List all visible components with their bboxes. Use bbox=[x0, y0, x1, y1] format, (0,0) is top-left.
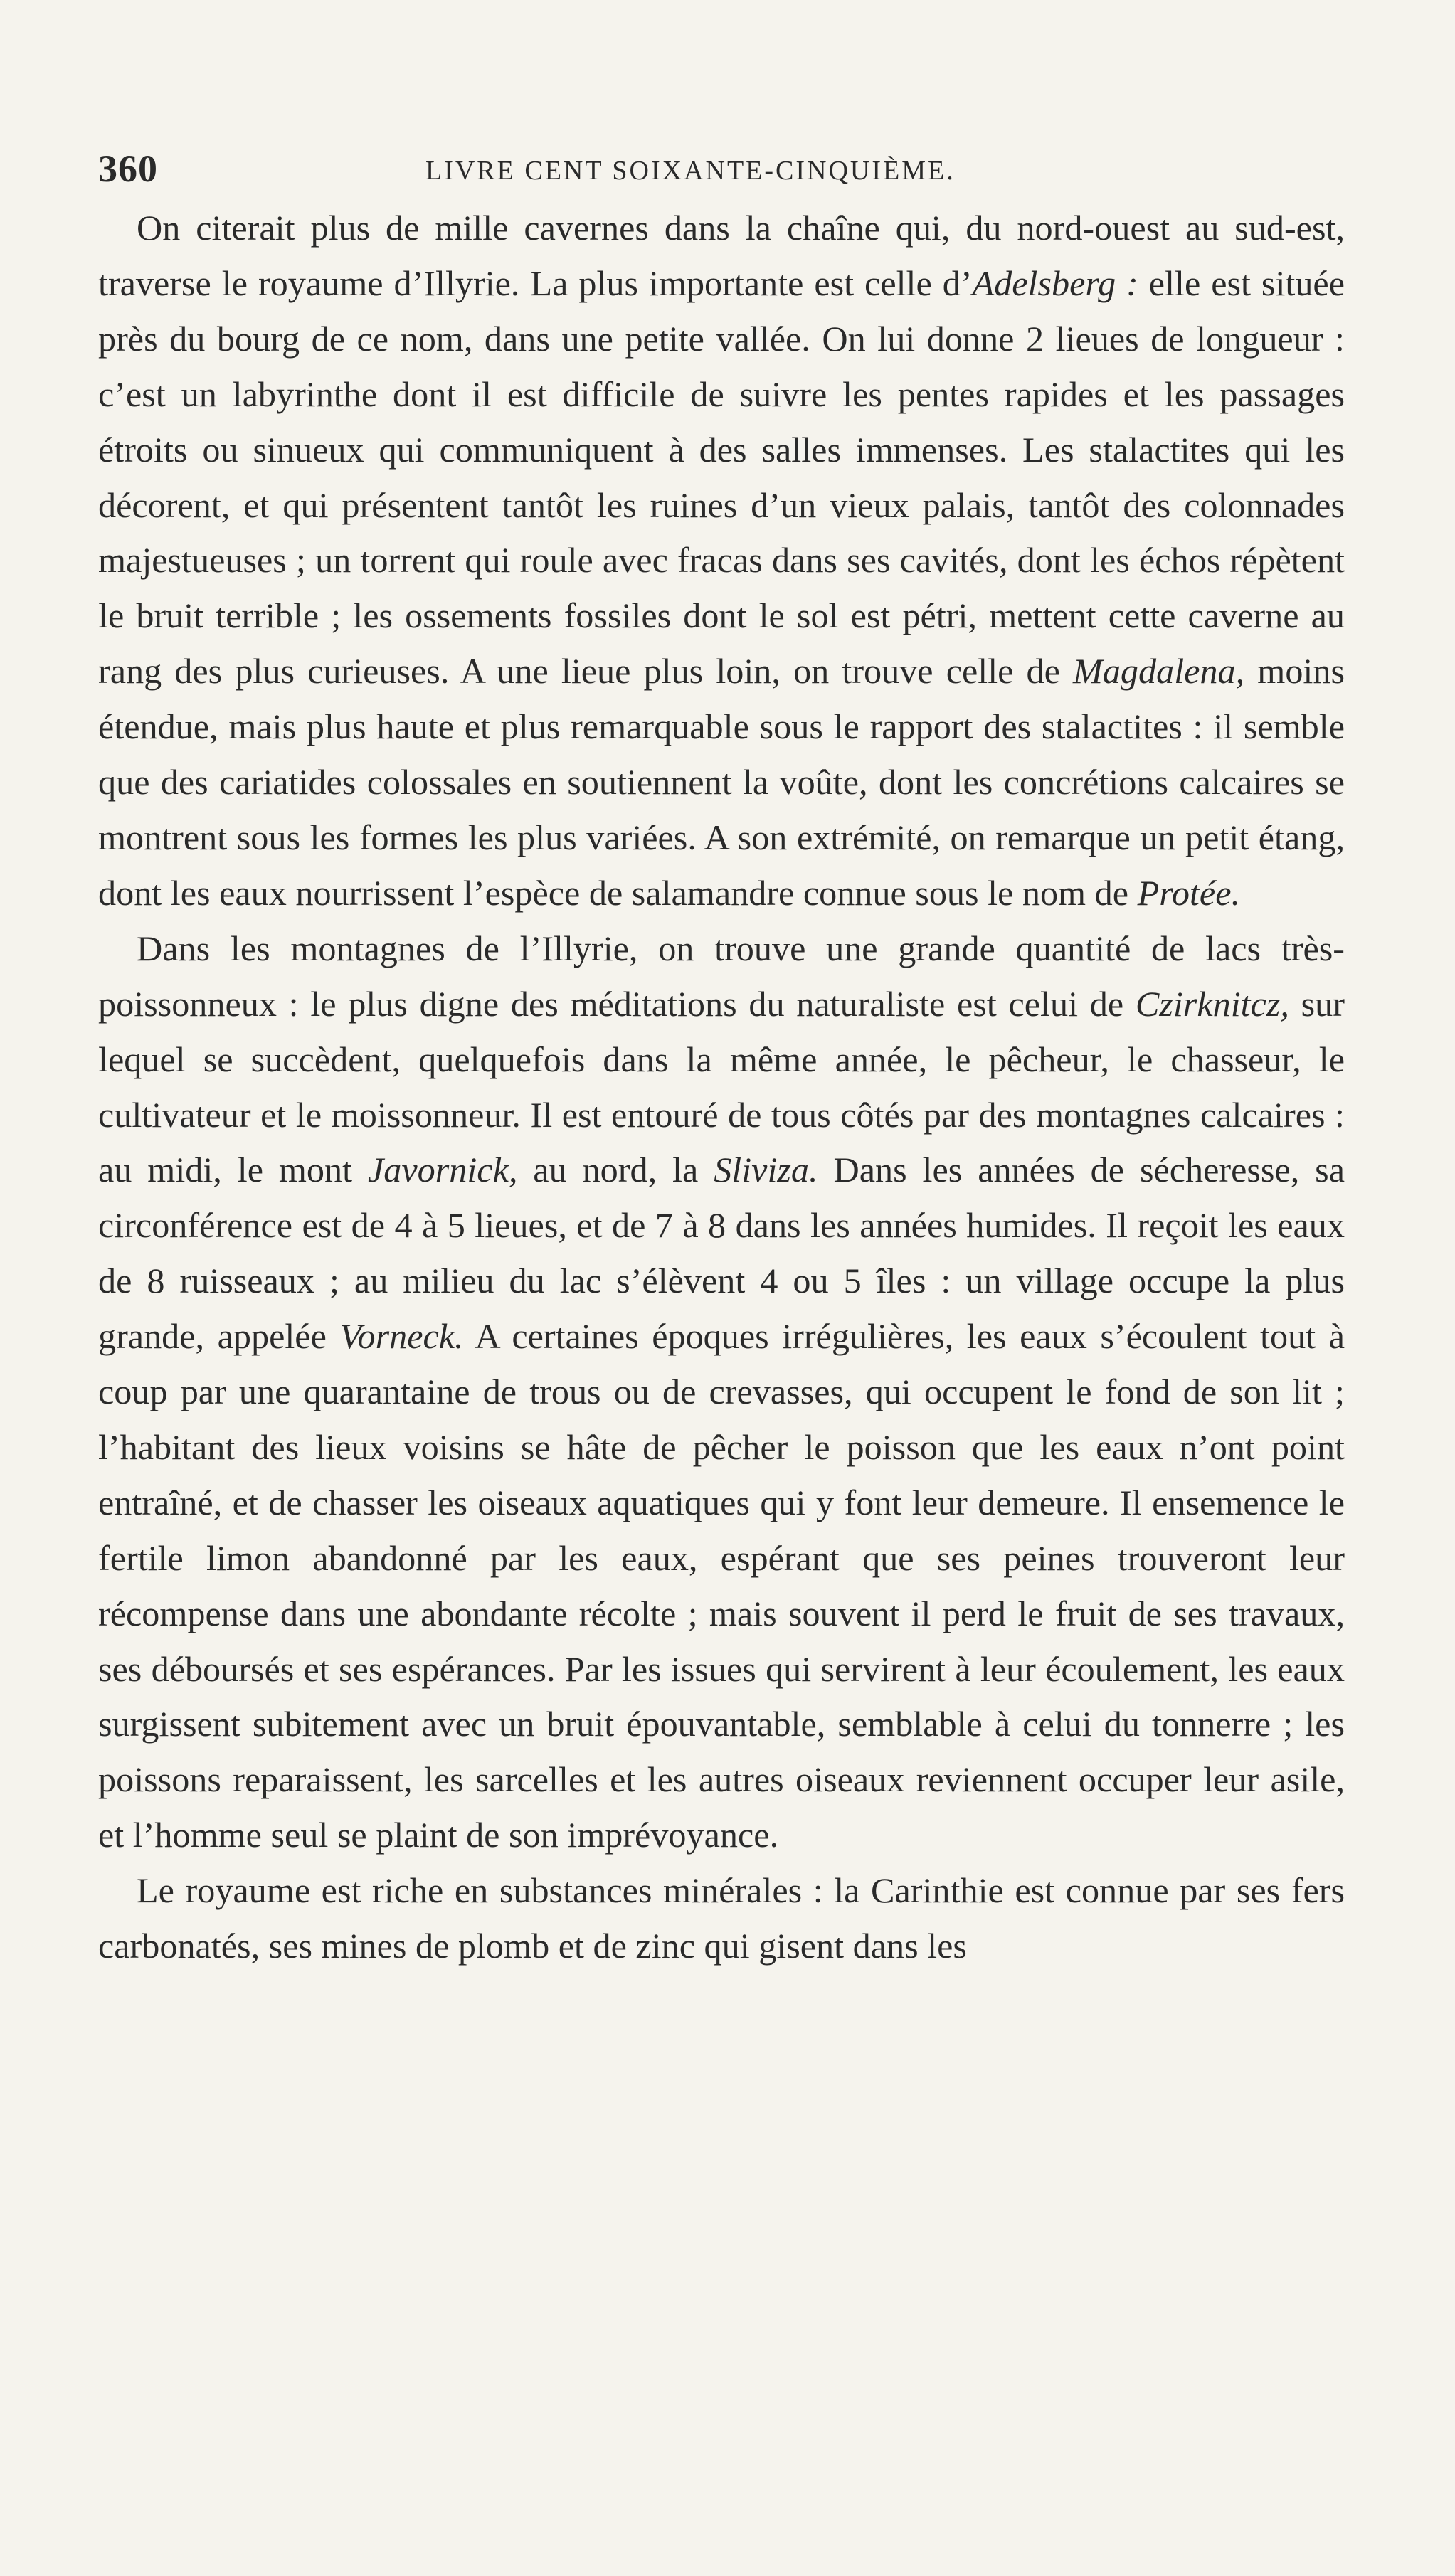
running-head: LIVRE CENT SOIXANTE-CINQUIÈME. bbox=[425, 156, 956, 186]
text-run: Dans les montagnes de l’Illyrie, on trouve une grande quantité de lacs très-poissonneux : le plus digne des méditations du naturaliste est celui de bbox=[98, 928, 1345, 1024]
text-run: Dans les années de sécheresse, sa circonférence est de 4 à 5 lieues, et de 7 à 8 dans les années humides. Il reçoit les eaux de 8 ruisseaux ; au milieu du lac s’élèvent 4 ou 5 îles : un village occupe la plus grande, appelée bbox=[98, 1150, 1345, 1357]
paragraph-czirknitcz bbox=[98, 921, 1345, 1863]
text-run: elle est située près du bourg de ce nom, dans une petite vallée. On lui donne 2 lieues de longueur : c’est un labyrinthe dont il est difficile de suivre les pentes rapides et les passages étroits ou sinueux qui communiquent à des salles immenses. Les stalactites qui les décorent, et qui présentent tantôt les ruines d’un vieux palais, tantôt des colonnades majestueuses ; un torrent qui roule avec fracas dans ses cavités, dont les échos répètent le bruit terrible ; les ossements fossiles dont le sol est pétri, mettent cette caverne au rang des plus curieuses. A une lieue plus loin, on trouve celle de bbox=[98, 263, 1345, 691]
text-run: au nord, la bbox=[517, 1150, 714, 1190]
page-header bbox=[98, 147, 1345, 189]
page-number: 360 bbox=[98, 147, 158, 190]
place-name-czirknitcz: Czirknitcz, bbox=[1135, 983, 1289, 1024]
term-protee: Protée. bbox=[1137, 872, 1241, 913]
text-run: sur lequel se succèdent, quelquefois dans la même année, le pêcheur, le chasseur, le cultivateur et le moissonneur. Il est entouré de tous côtés par des montagnes calcaires : au midi, le mont bbox=[98, 983, 1345, 1190]
paragraph-adelsberg bbox=[98, 201, 1345, 921]
place-name-javornick: Javornick, bbox=[367, 1150, 518, 1190]
place-name-magdalena: Magdalena, bbox=[1073, 651, 1245, 691]
text-run: A certaines époques irrégulières, les eaux s’écoulent tout à coup par une quarantaine de trous ou de crevasses, qui occupent le fond de son lit ; l’habitant des lieux voisins se hâte de pêcher le poisson que les eaux n’ont point entraîné, et de chasser les oiseaux aquatiques qui y font leur demeure. Il ensemence le fertile limon abandonné par les eaux, espérant que ses peines trouveront leur récompense dans une abondante récolte ; mais souvent il perd le fruit de ses travaux, ses déboursés et ses espérances. Par les issues qui servirent à leur écoulement, les eaux surgissent subitement avec un bruit épouvantable, semblable à celui du tonnerre ; les poissons reparaissent, les sarcelles et les autres oiseaux reviennent occuper leur asile, et l’homme seul se plaint de son imprévoyance. bbox=[98, 1316, 1345, 1855]
place-name-adelsberg: Adelsberg : bbox=[972, 263, 1138, 303]
text-run: Le royaume est riche en substances minérales : la Carinthie est connue par ses fers carbonatés, ses mines de plomb et de zinc qui gisent dans les bbox=[98, 1870, 1345, 1966]
text-run: moins étendue, mais plus haute et plus remarquable sous le rapport des stalactites : il semble que des cariatides colossales en soutiennent la voûte, dont les concrétions calcaires se montrent sous les formes les plus variées. A son extrémité, on remarque un petit étang, dont les eaux nourrissent l’espèce de salamandre connue sous le nom de bbox=[98, 651, 1345, 913]
paragraph-minerals bbox=[98, 1863, 1345, 1974]
place-name-sliviza: Sliviza. bbox=[714, 1150, 818, 1190]
text-run: On citerait plus de mille cavernes dans la chaîne qui, du nord-ouest au sud-est, traverse le royaume d’Illyrie. La plus importante est celle d’ bbox=[98, 208, 1345, 303]
place-name-vorneck: Vorneck. bbox=[339, 1316, 464, 1357]
body-text bbox=[98, 201, 1345, 1974]
